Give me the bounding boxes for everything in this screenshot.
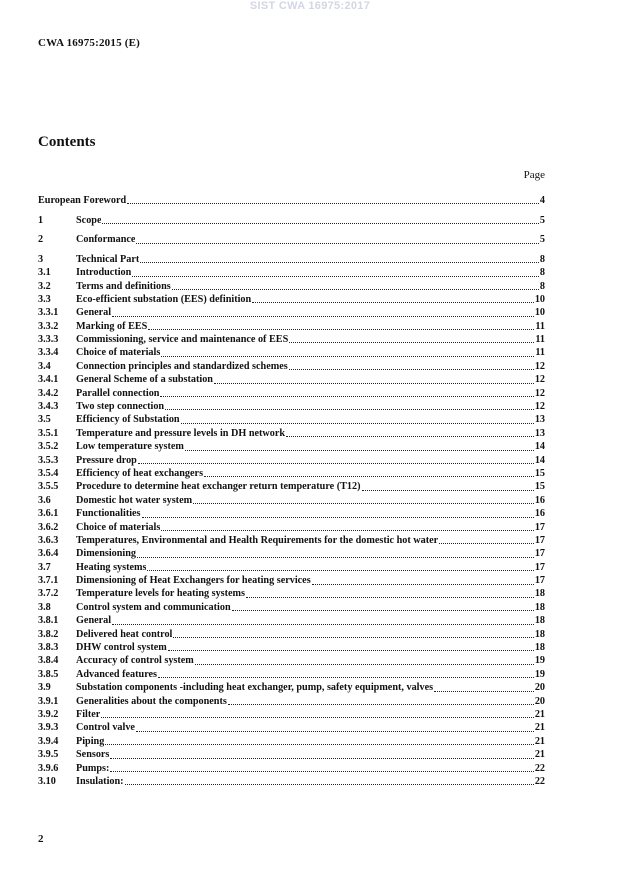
toc-entry-page: 22 <box>534 762 545 774</box>
toc-entry-title: Control valve <box>76 722 135 734</box>
toc-entry-page: 5 <box>539 214 545 226</box>
toc-entry-title: Choice of materials <box>76 347 161 359</box>
dot-leader <box>228 703 534 705</box>
toc-entry[interactable] <box>38 547 545 560</box>
toc-entry-page: 20 <box>534 682 545 694</box>
toc-entry-page: 17 <box>534 548 545 560</box>
toc-entry[interactable] <box>38 681 545 694</box>
toc-entry-title: Substation components -including heat exchanger, pump, safety equipment, valves <box>76 682 434 694</box>
toc-entry-title: Technical Part <box>76 253 140 265</box>
toc-entry-title: Advanced features <box>76 668 158 680</box>
toc-entry-title: Pressure drop <box>76 454 137 466</box>
toc-entry[interactable] <box>38 400 545 413</box>
dot-leader <box>136 730 534 732</box>
toc-entry-title: Filter <box>76 709 101 720</box>
dot-leader <box>138 462 534 464</box>
toc-entry-title: Sensors <box>76 749 110 761</box>
toc-entry-number: 3.1 <box>38 267 51 279</box>
toc-entry-page: 18 <box>534 628 545 640</box>
toc-entry-page: 8 <box>539 280 545 292</box>
toc-entry-number: 3.5 <box>38 414 51 426</box>
toc-entry-number: 3.3.3 <box>38 334 59 346</box>
toc-entry-title: Temperature levels for heating systems <box>76 588 246 600</box>
toc-entry-page: 21 <box>534 749 545 761</box>
dot-leader <box>214 382 534 384</box>
toc-entry-page: 10 <box>534 307 545 319</box>
toc-entry-title: Efficiency of heat exchangers <box>76 467 204 479</box>
toc-entry[interactable] <box>38 695 545 708</box>
toc-entry-number: 3.4 <box>38 360 51 372</box>
dot-leader <box>102 222 538 224</box>
toc-entry-page: 18 <box>534 615 545 627</box>
toc-entry[interactable] <box>38 574 545 587</box>
toc-entry[interactable] <box>38 427 545 440</box>
toc-entry[interactable] <box>38 320 545 333</box>
toc-entry-page: 21 <box>534 709 545 720</box>
toc-entry-title: Connection principles and standardized schemes <box>76 360 288 372</box>
toc-entry[interactable] <box>38 601 545 614</box>
toc-entry-page: 13 <box>534 427 545 439</box>
dot-leader <box>125 783 534 785</box>
toc-entry-page: 11 <box>535 347 545 359</box>
toc-entry-title: Control system and communication <box>76 601 231 613</box>
dot-leader <box>132 275 539 277</box>
toc-entry-number: 3.10 <box>38 775 56 787</box>
dot-leader <box>110 757 533 759</box>
toc-entry[interactable] <box>38 708 545 721</box>
toc-entry[interactable] <box>38 507 545 520</box>
toc-entry-title: Functionalities <box>76 508 141 520</box>
toc-entry[interactable] <box>38 360 545 373</box>
toc-entry[interactable] <box>38 668 545 681</box>
dot-leader <box>232 609 534 611</box>
dot-leader <box>195 663 534 665</box>
toc-entry-number: 3.5.2 <box>38 441 59 453</box>
toc-entry[interactable] <box>38 762 545 775</box>
toc-entry-page: 12 <box>534 374 545 386</box>
toc-entry-title: General <box>76 307 112 319</box>
dot-leader <box>439 542 534 544</box>
page-column-label: Page <box>523 169 545 181</box>
toc-entry-title: General Scheme of a substation <box>76 374 213 386</box>
toc-entry[interactable] <box>38 775 545 788</box>
toc-entry[interactable] <box>38 454 545 467</box>
toc-entry-page: 19 <box>534 655 545 667</box>
dot-leader <box>147 569 533 571</box>
toc-entry-number: 3.9 <box>38 682 51 694</box>
toc-entry[interactable] <box>38 628 545 641</box>
toc-entry[interactable] <box>38 534 545 547</box>
toc-entry-title: Scope <box>76 214 102 226</box>
dot-leader <box>137 556 534 558</box>
toc-entry-title: Marking of EES <box>76 320 148 332</box>
toc-entry-title: Piping <box>76 735 105 747</box>
toc-entry[interactable] <box>38 413 545 426</box>
toc-entry-title: European Foreword <box>38 194 127 206</box>
toc-entry-title: Commissioning, service and maintenance of EES <box>76 334 289 346</box>
toc-entry[interactable] <box>38 494 545 507</box>
toc-entry-page: 17 <box>534 521 545 533</box>
toc-entry[interactable] <box>38 373 545 386</box>
toc-entry[interactable] <box>38 721 545 734</box>
toc-entry-title: Delivered heat control <box>76 628 173 640</box>
toc-entry[interactable] <box>38 614 545 627</box>
toc-entry-title: Pumps: <box>76 762 110 774</box>
toc-entry-number: 3.8.3 <box>38 642 59 654</box>
dot-leader <box>142 516 534 518</box>
toc-entry[interactable] <box>38 387 545 400</box>
toc-entry-number: 3.5.1 <box>38 427 59 439</box>
dot-leader <box>362 489 534 491</box>
toc-entry-number: 3.6.3 <box>38 534 59 546</box>
toc-entry-page: 18 <box>534 601 545 613</box>
dot-leader <box>173 636 533 638</box>
toc-entry-number: 3 <box>38 253 44 265</box>
toc-entry-title: Temperatures, Environmental and Health Requirements for the domestic hot water <box>76 534 439 546</box>
dot-leader <box>105 743 534 745</box>
toc-entry-number: 3.9.3 <box>38 722 59 734</box>
toc-entry-page: 8 <box>539 267 545 279</box>
dot-leader <box>289 368 534 370</box>
toc-entry-page: 16 <box>534 494 545 506</box>
toc-entry[interactable] <box>38 233 545 246</box>
table-of-contents <box>38 194 545 788</box>
dot-leader <box>193 502 534 504</box>
toc-entry-number: 3.9.4 <box>38 735 59 747</box>
toc-entry[interactable] <box>38 214 545 227</box>
toc-entry[interactable] <box>38 588 545 601</box>
toc-entry-title: Dimensioning of Heat Exchangers for heating services <box>76 575 311 587</box>
dot-leader <box>127 202 539 204</box>
toc-entry-number: 3.7.2 <box>38 588 59 600</box>
toc-entry-number: 3.6.2 <box>38 521 59 533</box>
toc-entry-number: 3.3.2 <box>38 320 59 332</box>
toc-entry-title: Efficiency of Substation <box>76 414 180 426</box>
toc-entry-page: 11 <box>535 334 545 346</box>
toc-entry-page: 10 <box>534 293 545 305</box>
toc-entry[interactable] <box>38 306 545 319</box>
toc-entry-title: Terms and definitions <box>76 280 171 292</box>
toc-entry-page: 18 <box>534 588 545 600</box>
toc-entry-page: 8 <box>539 253 545 265</box>
toc-entry[interactable] <box>38 641 545 654</box>
toc-entry[interactable] <box>38 346 545 359</box>
dot-leader <box>286 435 534 437</box>
dot-leader <box>158 676 534 678</box>
toc-entry-number: 2 <box>38 234 44 246</box>
toc-entry-title: Introduction <box>76 267 132 279</box>
dot-leader <box>101 716 533 718</box>
toc-entry-number: 3.3.1 <box>38 307 59 319</box>
toc-entry-page: 22 <box>534 775 545 787</box>
toc-entry-number: 3.4.2 <box>38 387 59 399</box>
toc-entry-number: 3.4.1 <box>38 374 59 386</box>
toc-entry-number: 3.5.5 <box>38 481 59 493</box>
toc-entry-title: Parallel connection <box>76 387 160 399</box>
dot-leader <box>246 596 534 598</box>
toc-entry-page: 12 <box>534 401 545 413</box>
toc-entry-number: 3.6.1 <box>38 508 59 520</box>
toc-entry[interactable] <box>38 194 545 207</box>
toc-entry-page: 15 <box>534 481 545 493</box>
dot-leader <box>185 449 534 451</box>
dot-leader <box>172 288 539 290</box>
toc-entry-number: 3.9.2 <box>38 709 59 720</box>
toc-entry-number: 3.8 <box>38 601 51 613</box>
toc-entry-number: 3.9.6 <box>38 762 59 774</box>
dot-leader <box>289 341 534 343</box>
toc-entry-page: 12 <box>534 387 545 399</box>
toc-entry-title: Low temperature system <box>76 441 184 453</box>
dot-leader <box>112 315 534 317</box>
toc-entry-title: Temperature and pressure levels in DH network <box>76 427 286 439</box>
dot-leader <box>434 690 534 692</box>
toc-entry[interactable] <box>38 440 545 453</box>
toc-entry-page: 15 <box>534 467 545 479</box>
toc-entry-number: 3.6 <box>38 494 51 506</box>
toc-entry-page: 12 <box>534 360 545 372</box>
toc-entry-number: 3.5.4 <box>38 467 59 479</box>
dot-leader <box>161 529 534 531</box>
toc-entry-number: 3.4.3 <box>38 401 59 413</box>
toc-entry-title: Heating systems <box>76 561 147 573</box>
toc-entry-title: DHW control system <box>76 642 167 654</box>
toc-entry-title: General <box>76 615 112 627</box>
toc-entry-page: 21 <box>534 722 545 734</box>
toc-entry-number: 3.8.4 <box>38 655 59 667</box>
toc-entry-page: 17 <box>534 575 545 587</box>
toc-entry-page: 5 <box>539 234 545 246</box>
toc-entry-page: 21 <box>534 735 545 747</box>
toc-entry[interactable] <box>38 467 545 480</box>
toc-entry-title: Accuracy of control system <box>76 655 194 667</box>
toc-entry-title: Insulation: <box>76 775 124 787</box>
toc-entry[interactable] <box>38 521 545 534</box>
dot-leader <box>252 301 534 303</box>
toc-entry-page: 14 <box>534 454 545 466</box>
toc-entry[interactable] <box>38 280 545 293</box>
dot-leader <box>160 395 533 397</box>
toc-entry-number: 3.9.1 <box>38 695 59 707</box>
toc-entry-title: Eco-efficient substation (EES) definition <box>76 293 252 305</box>
toc-entry-title: Procedure to determine heat exchanger return temperature (T12) <box>76 481 361 493</box>
toc-entry-page: 20 <box>534 695 545 707</box>
toc-entry[interactable] <box>38 333 545 346</box>
toc-entry-number: 3.3 <box>38 293 51 305</box>
toc-entry-page: 14 <box>534 441 545 453</box>
footer-page-number: 2 <box>38 833 44 845</box>
toc-entry-title: Domestic hot water system <box>76 494 193 506</box>
toc-entry-number: 3.7 <box>38 561 51 573</box>
toc-entry-page: 17 <box>534 534 545 546</box>
toc-entry-title: Generalities about the components <box>76 695 227 707</box>
dot-leader <box>110 770 533 772</box>
toc-entry-number: 3.2 <box>38 280 51 292</box>
toc-entry-title: Dimensioning <box>76 548 137 560</box>
dot-leader <box>112 623 534 625</box>
toc-entry-number: 1 <box>38 214 44 226</box>
toc-entry-page: 13 <box>534 414 545 426</box>
toc-entry[interactable] <box>38 654 545 667</box>
toc-entry-page: 18 <box>534 642 545 654</box>
toc-entry-number: 3.8.2 <box>38 628 59 640</box>
watermark: SIST CWA 16975:2017 <box>249 0 371 12</box>
dot-leader <box>168 649 534 651</box>
toc-entry-title: Two step connection <box>76 401 165 413</box>
toc-entry-page: 4 <box>539 194 545 206</box>
toc-entry-page: 11 <box>535 320 545 332</box>
toc-entry[interactable] <box>38 253 545 266</box>
toc-entry-title: Conformance <box>76 234 136 246</box>
dot-leader <box>136 242 538 244</box>
toc-entry[interactable] <box>38 561 545 574</box>
toc-entry[interactable] <box>38 735 545 748</box>
toc-entry[interactable] <box>38 293 545 306</box>
toc-entry-number: 3.8.1 <box>38 615 59 627</box>
toc-entry-number: 3.8.5 <box>38 668 59 680</box>
dot-leader <box>148 328 534 330</box>
toc-entry-number: 3.7.1 <box>38 575 59 587</box>
dot-leader <box>181 422 534 424</box>
dot-leader <box>204 475 534 477</box>
toc-entry[interactable] <box>38 266 545 279</box>
toc-entry-page: 16 <box>534 508 545 520</box>
toc-entry-number: 3.9.5 <box>38 749 59 761</box>
toc-entry-page: 19 <box>534 668 545 680</box>
dot-leader <box>161 355 534 357</box>
document-id: CWA 16975:2015 (E) <box>38 37 140 49</box>
dot-leader <box>165 408 534 410</box>
toc-entry-page: 17 <box>534 561 545 573</box>
toc-entry-number: 3.5.3 <box>38 454 59 466</box>
toc-entry-title: Choice of materials <box>76 521 161 533</box>
dot-leader <box>140 261 539 263</box>
contents-heading: Contents <box>38 134 96 150</box>
toc-entry[interactable] <box>38 480 545 493</box>
toc-entry-number: 3.6.4 <box>38 548 59 560</box>
toc-entry-number: 3.3.4 <box>38 347 59 359</box>
dot-leader <box>312 583 534 585</box>
toc-entry[interactable] <box>38 748 545 761</box>
